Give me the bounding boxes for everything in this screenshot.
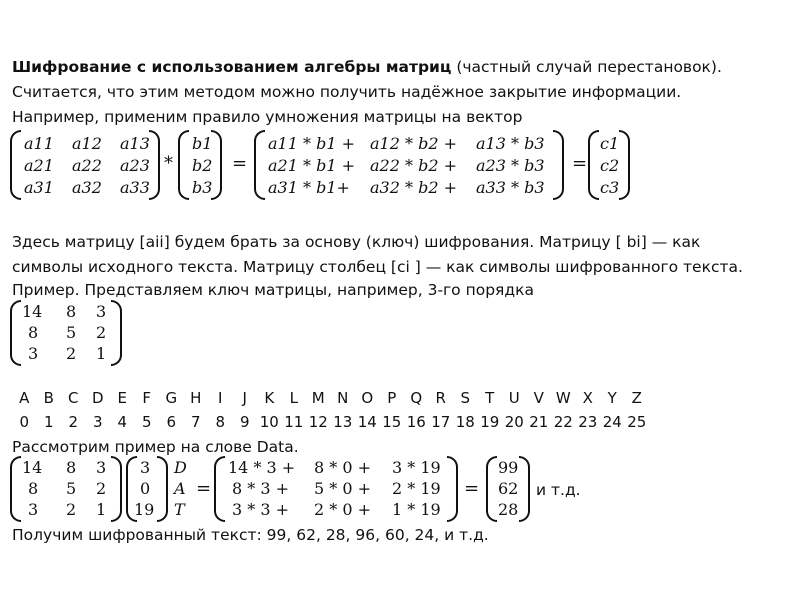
alphabet-letters	[12, 389, 649, 407]
alphabet-letter: S	[460, 389, 471, 407]
alphabet-number: 25	[627, 413, 647, 431]
key-matrix-cell: 8	[66, 302, 77, 321]
example-letter: A	[174, 479, 186, 498]
example-intro: Рассмотрим пример на слове Data.	[12, 438, 299, 456]
intro-line-3: Например, применим правило умножения матрицы на вектор	[12, 108, 523, 126]
example-key-cell: 3	[96, 458, 107, 477]
alphabet-number: 12	[308, 413, 328, 431]
alphabet-number: 14	[357, 413, 377, 431]
vector-c	[588, 130, 630, 200]
vector-b-cell: b2	[192, 156, 213, 175]
example-key-matrix	[10, 456, 122, 522]
vector-c-cell: c3	[600, 178, 620, 197]
product-matrix-left-paren	[254, 130, 265, 200]
example-vector-cell: 19	[134, 500, 155, 519]
alphabet-number: 22	[553, 413, 573, 431]
product-cell: a13 * b3	[476, 134, 545, 153]
alphabet-number: 4	[117, 413, 128, 431]
product-cell: a21 * b1 +	[268, 156, 355, 175]
alphabet-letter: X	[582, 389, 593, 407]
alphabet-letter: F	[142, 389, 152, 407]
alphabet-letter: U	[508, 389, 520, 407]
conclusion: Получим шифрованный текст: 99, 62, 28, 96, 60, 24, и т.д.	[12, 526, 489, 544]
alphabet-letter: B	[43, 389, 54, 407]
key-matrix-cell: 8	[28, 323, 39, 342]
alphabet-number: 16	[406, 413, 426, 431]
matrix-a-right-paren	[149, 130, 160, 200]
alphabet-number: 24	[602, 413, 622, 431]
key-matrix-parens-left-paren	[10, 300, 21, 366]
vector-c-cell: c2	[600, 156, 620, 175]
vector-b-cell: b3	[192, 178, 213, 197]
example-product-cell: 8 * 3 +	[232, 479, 290, 498]
product-cell: a31 * b1+	[268, 178, 350, 197]
key-matrix-cell: 14	[22, 302, 43, 321]
formula-example	[0, 456, 800, 526]
intro-title: Шифрование с использованием алгебры матриц	[12, 58, 452, 76]
example-product-cell: 2 * 0 +	[314, 500, 372, 519]
key-matrix	[0, 300, 200, 368]
alphabet-letter: I	[218, 389, 223, 407]
alphabet-letter: K	[264, 389, 275, 407]
desc-line-3: Пример. Представляем ключ матрицы, например, 3-го порядка	[12, 281, 534, 299]
equals-sign: =	[572, 153, 588, 174]
desc-line-2: символы исходного текста. Матрицу столбец [ci ] — как символы шифрованного текста.	[12, 258, 743, 276]
example-result-vector-left-paren	[486, 456, 497, 522]
example-result-vector	[486, 456, 530, 522]
key-matrix-cell: 2	[66, 344, 77, 363]
example-product-cell: 14 * 3 +	[228, 458, 296, 477]
key-matrix-cell: 3	[28, 344, 39, 363]
example-product-matrix-right-paren	[447, 456, 458, 522]
key-matrix-parens	[10, 300, 122, 366]
alphabet-numbers	[12, 413, 649, 431]
alphabet-letter: P	[387, 389, 397, 407]
matrix-a-cell: a31	[24, 178, 54, 197]
alphabet-letter: T	[485, 389, 495, 407]
alphabet-letter: L	[289, 389, 298, 407]
example-letter: T	[174, 500, 185, 519]
vector-c-cell: c1	[600, 134, 620, 153]
example-result-cell: 99	[498, 458, 519, 477]
alphabet-number: 17	[431, 413, 451, 431]
product-cell: a23 * b3	[476, 156, 545, 175]
alphabet-number: 19	[480, 413, 500, 431]
example-result-cell: 62	[498, 479, 519, 498]
example-product-cell: 3 * 3 +	[232, 500, 290, 519]
example-product-matrix	[214, 456, 458, 522]
example-vector-cell: 3	[140, 458, 151, 477]
equals-sign: =	[232, 153, 248, 174]
formula-general	[0, 128, 800, 204]
example-vector	[126, 456, 168, 522]
key-matrix-cell: 2	[96, 323, 107, 342]
matrix-a-cell: a33	[120, 178, 150, 197]
example-key-cell: 2	[96, 479, 107, 498]
example-product-matrix-left-paren	[214, 456, 225, 522]
alphabet-number: 15	[382, 413, 402, 431]
alphabet-number: 21	[529, 413, 549, 431]
vector-b	[178, 130, 222, 200]
alphabet-letter: R	[435, 389, 446, 407]
product-cell: a11 * b1 +	[268, 134, 355, 153]
alphabet-letter: H	[190, 389, 202, 407]
matrix-a-cell: a11	[24, 134, 54, 153]
matrix-a-cell: a21	[24, 156, 54, 175]
alphabet-number: 5	[141, 413, 152, 431]
example-vector-cell: 0	[140, 479, 151, 498]
vector-b-cell: b1	[192, 134, 213, 153]
vector-c-right-paren	[619, 130, 630, 200]
product-cell: a22 * b2 +	[370, 156, 457, 175]
equals-sign: =	[464, 478, 480, 499]
alphabet-letter: Q	[410, 389, 423, 407]
product-matrix	[254, 130, 564, 200]
alphabet-number: 13	[333, 413, 353, 431]
example-product-cell: 8 * 0 +	[314, 458, 372, 477]
example-key-matrix-left-paren	[10, 456, 21, 522]
alphabet-letter: N	[337, 389, 349, 407]
alphabet-number: 9	[239, 413, 250, 431]
vector-b-right-paren	[211, 130, 222, 200]
example-product-cell: 3 * 19	[392, 458, 441, 477]
alphabet-number: 23	[578, 413, 598, 431]
multiply-sign: *	[164, 153, 173, 174]
example-vector-right-paren	[157, 456, 168, 522]
alphabet-number: 7	[190, 413, 201, 431]
product-matrix-right-paren	[553, 130, 564, 200]
example-key-cell: 5	[66, 479, 77, 498]
alphabet-letter: Z	[631, 389, 642, 407]
intro-title-rest: (частный случай перестановок).	[451, 58, 722, 76]
matrix-a-left-paren	[10, 130, 21, 200]
matrix-a-cell: a22	[72, 156, 102, 175]
key-matrix-cell: 1	[96, 344, 107, 363]
desc-line-1: Здесь матрицу [aii] будем брать за основу (ключ) шифрования. Матрицу [ bi] — как	[12, 233, 701, 251]
example-result-cell: 28	[498, 500, 519, 519]
alphabet-letter: D	[91, 389, 104, 407]
intro-line-1	[12, 57, 722, 77]
alphabet-number: 3	[92, 413, 103, 431]
matrix-a	[10, 130, 160, 200]
example-key-cell: 8	[66, 458, 77, 477]
example-product-cell: 2 * 19	[392, 479, 441, 498]
vector-b-left-paren	[178, 130, 189, 200]
matrix-a-cell: a23	[120, 156, 150, 175]
vector-c-left-paren	[588, 130, 599, 200]
alphabet-letter: E	[117, 389, 127, 407]
product-cell: a32 * b2 +	[370, 178, 457, 197]
alphabet-letter: J	[242, 389, 247, 407]
alphabet-letter: A	[19, 389, 30, 407]
alphabet-number: 0	[19, 413, 30, 431]
alphabet-letter: G	[165, 389, 178, 407]
example-letter: D	[174, 458, 187, 477]
example-key-cell: 2	[66, 500, 77, 519]
alphabet-number: 18	[455, 413, 475, 431]
alphabet-letter: V	[533, 389, 544, 407]
alphabet-number: 1	[43, 413, 54, 431]
alphabet-number: 2	[68, 413, 79, 431]
example-key-cell: 1	[96, 500, 107, 519]
example-product-cell: 1 * 19	[392, 500, 441, 519]
equals-sign: =	[196, 478, 212, 499]
alphabet-number: 10	[259, 413, 279, 431]
matrix-a-cell: a32	[72, 178, 102, 197]
example-key-cell: 3	[28, 500, 39, 519]
alphabet-number: 11	[284, 413, 304, 431]
matrix-a-cell: a12	[72, 134, 102, 153]
alphabet-letter: O	[361, 389, 374, 407]
example-product-cell: 5 * 0 +	[314, 479, 372, 498]
intro-line-2: Считается, что этим методом можно получить надёжное закрытие информации.	[12, 83, 682, 101]
alphabet-letter: C	[68, 389, 79, 407]
example-key-cell: 14	[22, 458, 43, 477]
product-cell: a33 * b3	[476, 178, 545, 197]
example-result-vector-right-paren	[519, 456, 530, 522]
key-matrix-parens-right-paren	[111, 300, 122, 366]
example-key-cell: 8	[28, 479, 39, 498]
alphabet-letter: W	[555, 389, 571, 407]
key-matrix-cell: 5	[66, 323, 77, 342]
matrix-a-cell: a13	[120, 134, 150, 153]
alphabet-letter: M	[311, 389, 325, 407]
alphabet-number: 20	[504, 413, 524, 431]
etc-label: и т.д.	[536, 481, 581, 499]
alphabet-number: 8	[215, 413, 226, 431]
alphabet-number: 6	[166, 413, 177, 431]
key-matrix-cell: 3	[96, 302, 107, 321]
alphabet-letter: Y	[607, 389, 617, 407]
product-cell: a12 * b2 +	[370, 134, 457, 153]
example-key-matrix-right-paren	[111, 456, 122, 522]
